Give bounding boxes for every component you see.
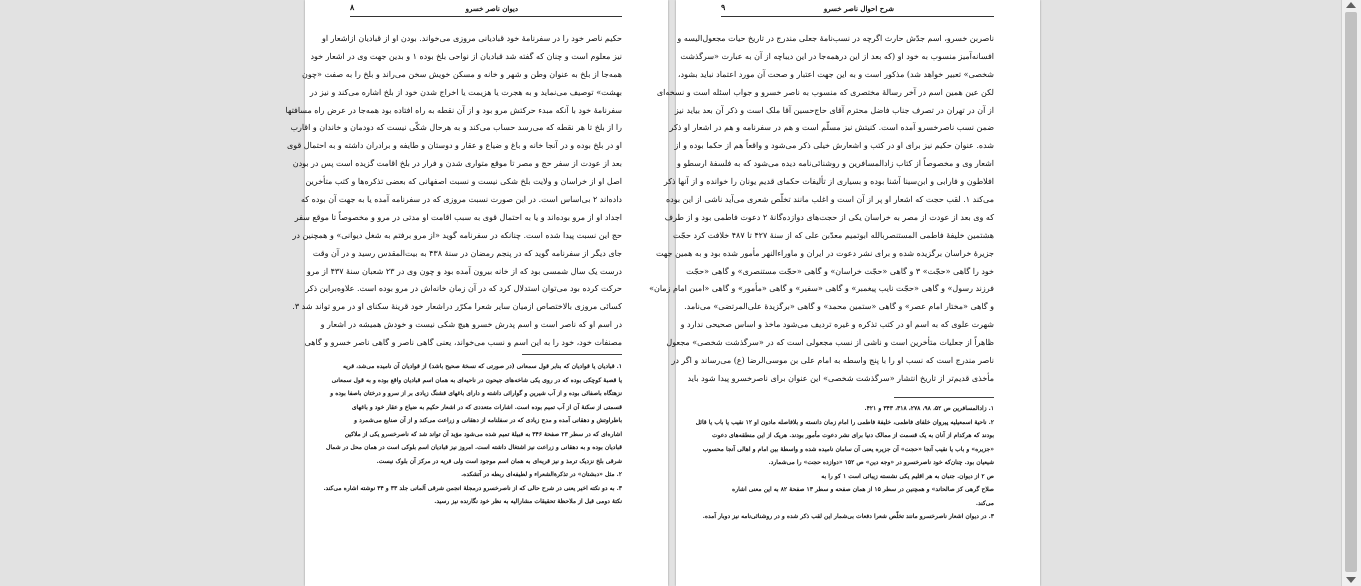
text-line: سفرنامهٔ خود با آنکه مبدء حرکتش مرو بود و از آن نقطه به راه افتاده بود همه‌جا در عرض راه مسافتها xyxy=(285,105,622,115)
body-text xyxy=(649,30,994,388)
text-line: نیز معلوم است و چنان که گفته شد قبادیان از نواحی بلخ بوده ۱ و بدین جهت وی در اشعار خود xyxy=(310,51,622,61)
text-line: لکن عین همین اسم در آخر رسالهٔ مختصری که منسوب به ناصر خسرو و جواب اسئله است و نسخه‌ای xyxy=(656,87,994,97)
footnotes xyxy=(323,360,622,515)
text-line: را از بلخ تا هر نقطه که می‌رسد حساب می‌کند و به هرحال شکّی نیست که دودمان و خاندان و اقارب xyxy=(290,123,622,133)
text-line: فرزند رسول» و گاهی «حجّت نایب پیغمبر» و گاهی «سفیر» و گاهی «مأمور» و گاهی «امین امام زمان» xyxy=(649,284,994,294)
scroll-down-arrow-icon[interactable] xyxy=(1346,577,1356,583)
text-line: جای دیگر از سفرنامه گوید که در پنجم رمضان در سنهٔ ۴۳۸ به بیت‌المقدس رسید و در آن وقت xyxy=(312,248,622,258)
text-line: از آن در تهران در تصرف جناب فاضل محترم آقای حاج‌حسین آقا ملک است و ذکر آن بعد بیاید نیز xyxy=(674,105,994,115)
text-line: که وی بعد از عودت از مصر به خراسان یکی از حجت‌های دوازده‌گانهٔ ۲ دعوت فاطمی بود و از طرف xyxy=(664,212,994,222)
page-header xyxy=(721,2,994,17)
text-line: هشتمین خلیفهٔ فاطمی المستنصربالله ابوتمیم معدّبن علی که از سنهٔ ۴۲۷ تا ۴۸۷ خلافت کرد حجّت xyxy=(672,230,994,240)
footnote-line: نزهتگاه باصفائی بوده و از آب شیرین و گوارائی داشته و دارای باغهای قشنگ زیادی بر از سرو و درختان باصفا بوده و xyxy=(330,390,622,397)
page-9 xyxy=(649,0,1040,586)
scroll-up-arrow-icon[interactable] xyxy=(1346,2,1356,8)
text-line: مصنفات خود، خود را به این اسم و نسب می‌خواند، یعنی گاهی ناصر و گاهی ناصر خسرو و گاهی xyxy=(304,338,622,348)
footnote-line: شرقی بلخ نزدیک ترمذ و نیز قریه‌ای به همان اسم موجود است ولی قریه در مرکز آن بلوک نیست. xyxy=(376,457,622,465)
text-line: و گاهی «مختار امام عصر» و گاهی «ستمین محمد» و گاهی «برگزیدهٔ علی‌المرتضی» می‌نامد. xyxy=(684,302,994,312)
text-line: حرکت کرده بود می‌توان استدلال کرد که در آن زمان خانه‌اش در مرو بوده است. علاوه‌براین ذکر xyxy=(305,284,622,294)
text-line: افلاطون و فارابی و ابن‌سینا آشنا بوده و بسیاری از تألیفات حکمای قدیم یونان را خوانده و از آنها ذکر xyxy=(663,177,994,187)
footnote-line: می‌کند. xyxy=(975,499,994,507)
text-line: جزیرهٔ خراسان برگزیده شده و برای نشر دعوت در ایران و ماوراءالنهر مأمور شده بود و به همین جهت xyxy=(656,248,994,258)
page-number: ۹ xyxy=(721,2,726,12)
footnote-line: صلاح گرهی کز صالحاند» و همچنین در سطر ۱۵ از همان صفحه و سطر ۱۳ صفحهٔ ۸۲ به این معنی اشاره xyxy=(732,486,994,493)
text-line: اصل او از خراسان و ولایت بلخ شکی نیست و نسبت اصفهانی که بعضی تذکره‌ها و کتب متأخرین xyxy=(305,177,622,187)
text-line: ناصربن خسرو، اسم جدّش حارث اگرچه در نسب‌نامهٔ جعلی مندرج در تاریخ حیات مجعول‌الیسه و xyxy=(677,34,994,43)
footnote-line: ۳. در دیوان اشعار ناصرخسرو مانند تخلّص شعرا دفعات بی‌شمار این لقب ذکر شده و در روشنائی‌نامه نیز دوبار آمده. xyxy=(702,513,994,520)
scroll-thumb[interactable] xyxy=(1345,12,1357,572)
text-line: اجداد او از مرو بوده‌اند و یا به احتمال قوی به سبب اقامت او مدتی در مرو و مخصوصاً تا موقع سفر xyxy=(294,212,622,222)
text-line: ظاهراً از جعلیات متأخرین است و ناشی از نسب مجعولی است که در «سرگذشت شخصی» مجعول xyxy=(666,338,994,348)
footnote-line: قسمتی از سکنهٔ آن از آب تمیم بوده است. اشارات متعددی که در اشعار حکیم به ضیاع و عقار خود و باغهای xyxy=(351,403,622,411)
running-title: دیوان ناصر خسرو xyxy=(465,4,518,13)
text-line: حج این نسبت پیدا شده است. چنانکه در سفرنامه گوید «از مرو برفتم به شغل دیوانی» و همچنین در xyxy=(292,230,622,240)
footnote-line: ۱. قبادیان یا قوادیان که بنابر قول سمعانی (در صورتی که نسخهٔ صحیح باشد) از قوادیان آن نامیده می‌شد، قریه xyxy=(343,363,622,370)
running-title: شرح احوال ناصر خسرو xyxy=(823,4,894,13)
footnote-line: بودند که هرکدام از آنان به یک قسمت از ممالک دنیا برای نشر دعوت مأمور بودند. هریک از این منطقه‌های دعوت xyxy=(711,432,994,439)
text-line: او در بلخ بوده و در آنجا خانه و باغ و ضیاع و عقار و دوستان و طایفه و برادران داشته و به احتمال قوی xyxy=(287,141,622,151)
body-text xyxy=(285,30,622,352)
footnotes xyxy=(695,402,994,522)
vertical-scrollbar[interactable] xyxy=(1341,0,1361,586)
footnote-line: ص ۲ از دیوان. جنبان به هر اقلیم یکی نشسته زیبائی است ۱ کو را به xyxy=(821,472,994,480)
footnote-line: قبادیان بوده و به دهقانی و زراعت نیز اشتغال داشته است. امروز نیز قبادیان اسم بلوکی است در همان محل در شمال xyxy=(325,444,622,451)
page-header xyxy=(350,2,622,17)
text-line: می‌کند ۱. لقب حجت که اشعار او پر از آن است و اغلب مانند تخلّص شعری می‌آید ناشی از این بوده xyxy=(665,195,994,205)
text-line: ضمن نسب ناصرخسرو آمده است. کنیتش نیز مسلّم است و هم در سفرنامه و هم در اشعار او ذکر xyxy=(669,123,994,133)
page-number: ۸ xyxy=(350,2,355,12)
text-line: اشعار وی و مخصوصاً از کتاب زادالمسافرین و روشنائی‌نامه دیده می‌شود که به فلسفهٔ ارسطو و xyxy=(676,159,994,169)
text-line: شهرت علوی که به اسم او در کتب تذکره و غیره تردیف می‌شود ماخذ و اساس صحیحی ندارد و xyxy=(680,320,994,330)
footnote-line: ۳. به دو نکته اخیر یعنی در شرح حالی که از ناصرخسرو درمجلهٔ انجمن شرقی آلمانی جلد ۳۳ و ۳۴ نوشته اشاره می‌کند. xyxy=(323,484,622,492)
footnote-line: «جزیره» و باب یا نقیب آنجا «حجت» آن جزیره یعنی آن سامان نامیده شده و واسطهٔ بین امام و اهالی آنجا محسوب xyxy=(702,445,994,453)
footnote-line: یا قصبهٔ کوچکی بوده که در روی یکی شاخه‌های جیحون در ناحیه‌ای به همان اسم قبادیان واقع بوده و به قول سمعانی xyxy=(331,376,622,384)
footnote-separator xyxy=(894,397,994,398)
footnote-line: ۲. مثل «دبشتان» در تذکرةالشعراء و لطیفه‌ای ربطه در آتشکده. xyxy=(461,471,622,478)
text-line: حکیم ناصر خود را در سفرنامهٔ خود قبادیانی مروزی می‌خواند. بودن او از قبادیان ازاشعار او xyxy=(321,34,622,43)
text-line: شخصی» تعبیر خواهد شد) مذکور است و به این جهت اعتبار و صحت آن مورد اعتماد نباید بشود، xyxy=(677,69,994,79)
text-line: همه‌جا از بلخ به عنوان وطن و شهر و خانه و مسکن خویش سخن می‌راند و بلخ را به صفت «چون xyxy=(302,69,622,79)
text-line: خود را گاهی «حجّت» ۳ و گاهی «حجّت خراسان» و گاهی «حجّت مستنصری» و گاهی «حجّت xyxy=(686,266,994,276)
footnote-line: ۲. ناحیهٔ اسمعیلیه پیروان خلفای فاطمی، خلیفهٔ فاطمی را امام زمان دانسته و بلافاصله مادون او ۱۲ نقیب یا باب یا قائل xyxy=(695,418,994,426)
footnote-separator xyxy=(522,354,622,355)
text-line: مأخذی قدیم‌تر از تاریخ انتشار «سرگذشت شخصی» این عنوان برای ناصرخسرو پیدا شود باید xyxy=(687,373,994,383)
text-line: کسائی مروزی بالاختصاص ازمیان سایر شعرا مکرّر دراشعار خود قرینهٔ سکنای او در مرو تواند شد ۳. xyxy=(292,302,622,312)
text-line: بعد از عودت از سفر حج و مصر تا موقع متواری شدن و فرار در بلخ اقامت گزیده است پس در بودن xyxy=(292,159,622,169)
text-line: در اسم او که ناصر است و اسم پدرش خسرو هیچ شکی نیست و خودش همیشه در اشعار و xyxy=(320,320,622,330)
footnote-line: باطراوتش و دهقانی آمده و مدح زیادی که در سفلنامه از دهقانی و زراعت می‌کند و از آن صنایع می‌شمرد و xyxy=(354,417,622,424)
text-line: ناصر مندرج است که نسب او را با پنج واسطه به امام علی بن موسی‌الرضا (ع) می‌رساند و اگر در xyxy=(671,356,994,366)
footnote-line: شیعیان بود. چنان‌که خود ناصرخسرو در «وجه دین» ص ۱۵۲ «دوازده حجت» را می‌شمارد. xyxy=(768,459,994,466)
text-line: شده. عنوان حکیم نیز برای او در کتب و اشعارش خیلی ذکر می‌شود و واقعاً هم از حکما بوده و از xyxy=(674,141,994,151)
page-8 xyxy=(285,0,668,586)
footnote-line: نکتهٔ دومی قبل از ملاحظهٔ تحقیقات مشارالیه به نظر خود نگارنده نیز رسید. xyxy=(434,498,622,505)
text-line: افسانه‌آمیز منسوب به خود او (که بعد از این درهمه‌جا در این دیباچه از آن به عبارت «سرگذشت xyxy=(680,51,994,61)
footnote-line: ۱. زادالمسافرین ص ۵۲، ۹۸، ۲۷۸، ۳۱۸، ۳۴۳ و ۴۲۱. xyxy=(864,405,994,412)
text-line: داده‌اند ۲ بی‌اساس است. در این صورت نسبت مروزی که در سفرنامه آمده یا به جهت آن بوده که xyxy=(300,195,622,205)
text-line: بهشت» توصیف می‌نماید و به هجرت یا هزیمت یا اخراج شدن خود از بلخ اشاره می‌کند و نیز در xyxy=(309,87,622,97)
text-line: درست یک سال شمسی بود که از خانه بیرون آمده بود و چون وی در ۲۳ شعبان سنهٔ ۴۳۷ از مرو xyxy=(306,266,622,276)
footnote-line: اشاره‌ای که در سطر ۲۳ صفحهٔ ۳۴۶ به قبیلهٔ تمیم شده می‌شود مؤید آن تواند شد که ناصرخسرو یکی از ملاکین xyxy=(344,430,622,438)
